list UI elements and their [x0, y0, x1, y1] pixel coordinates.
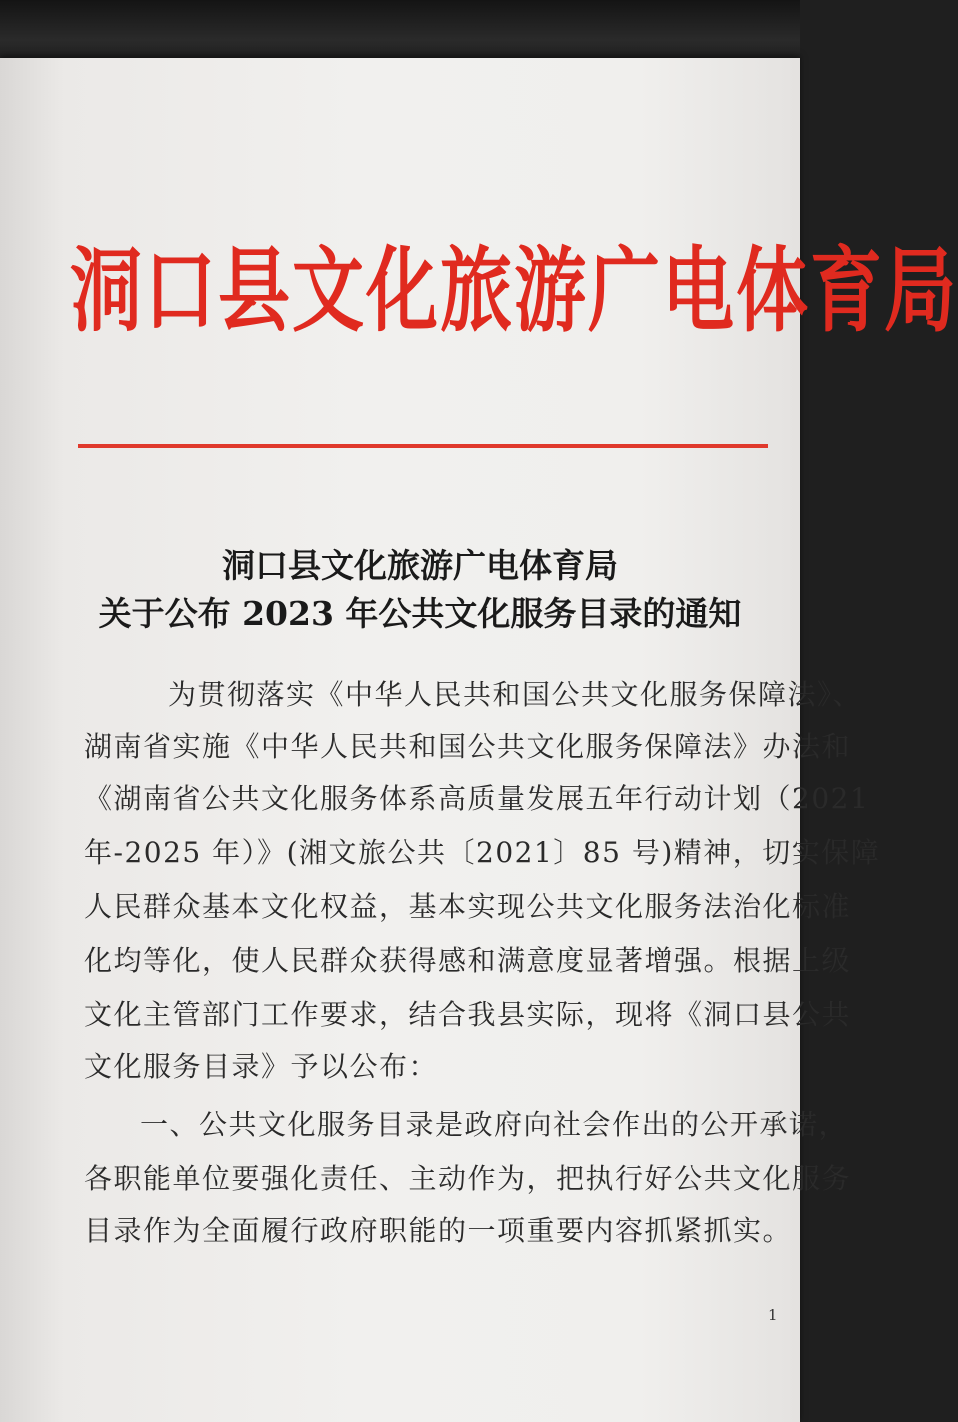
notice-title-line-1: 洞口县文化旅游广电体育局 — [222, 546, 618, 585]
body-line: 年-2025 年）》(湘文旅公共〔2021〕85 号)精神，切实保障 — [84, 836, 881, 869]
body-line: 湖南省实施《中华人民共和国公共文化服务保障法》办法和 — [84, 730, 852, 763]
red-divider-line — [78, 444, 768, 448]
page-number: 1 — [768, 1306, 778, 1324]
body-line: 化均等化，使人民群众获得感和满意度显著增强。根据上级 — [84, 944, 852, 977]
body-line: 各职能单位要强化责任、主动作为，把执行好公共文化服务 — [84, 1162, 852, 1195]
document-page — [0, 58, 958, 1422]
body-line: 一、公共文化服务目录是政府向社会作出的公开承诺， — [140, 1108, 849, 1141]
body-line: 为贯彻落实《中华人民共和国公共文化服务保障法》、 — [168, 678, 863, 711]
body-line: 人民群众基本文化权益，基本实现公共文化服务法治化标准 — [84, 890, 852, 923]
issuer-masthead: 洞口县文化旅游广电体育局 — [70, 235, 958, 345]
body-line: 文化主管部门工作要求，结合我县实际，现将《洞口县公共 — [84, 998, 852, 1031]
body-line: 《湖南省公共文化服务体系高质量发展五年行动计划（2021 — [84, 782, 870, 815]
notice-title-line-2: 关于公布 2023 年公共文化服务目录的通知 — [98, 594, 742, 633]
body-line: 目录作为全面履行政府职能的一项重要内容抓紧抓实。 — [84, 1214, 793, 1247]
body-line: 文化服务目录》予以公布： — [84, 1050, 439, 1083]
